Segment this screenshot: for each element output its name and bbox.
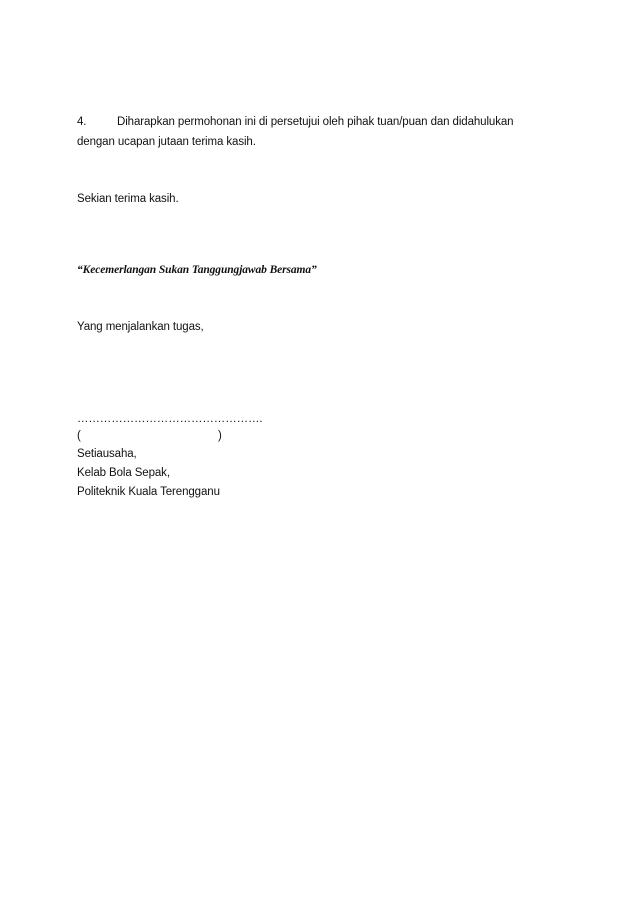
signatory-club: Kelab Bola Sepak, [77, 467, 170, 479]
motto: “Kecemerlangan Sukan Tanggungjawab Bersama” [77, 264, 317, 276]
closing-text: Sekian terima kasih. [77, 193, 179, 205]
paragraph-4-line-2: dengan ucapan jutaan terima kasih. [77, 136, 256, 148]
paragraph-4-text-line-1: Diharapkan permohonan ini di persetujui oleh pihak tuan/puan dan didahulukan [117, 116, 514, 128]
paragraph-4-line-1 [77, 115, 513, 129]
paragraph-number: 4. [77, 116, 87, 128]
signature-dotted-line: …………………………………………. [77, 413, 263, 425]
signatory-institution: Politeknik Kuala Terengganu [77, 486, 220, 498]
duty-line: Yang menjalankan tugas, [77, 321, 204, 333]
close-parenthesis: ) [218, 430, 222, 442]
signatory-title: Setiausaha, [77, 448, 137, 460]
open-parenthesis: ( [77, 430, 81, 442]
